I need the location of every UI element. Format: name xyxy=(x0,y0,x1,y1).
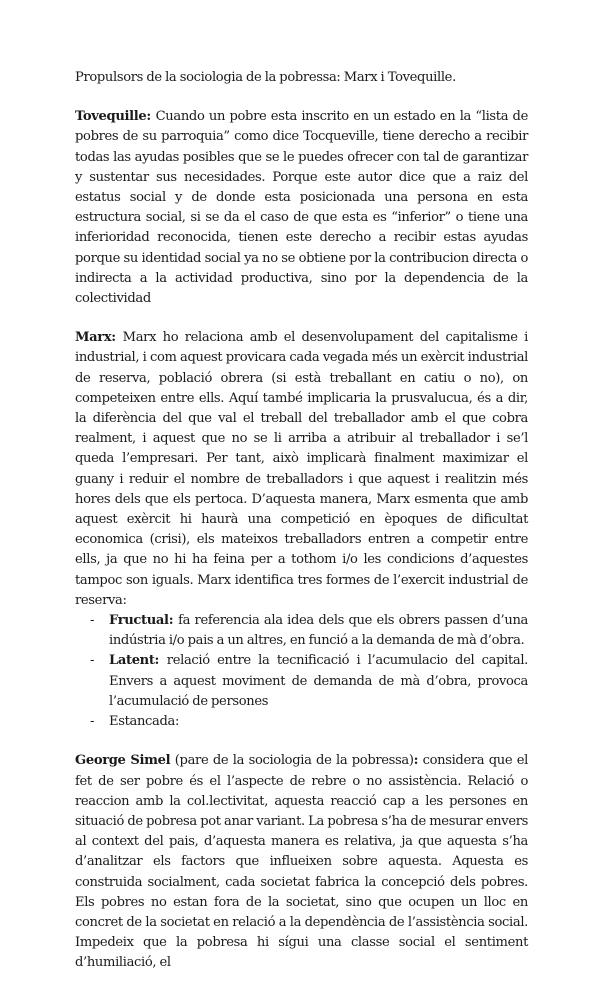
section-heading: George Simel xyxy=(75,753,171,769)
list-bullet: - xyxy=(90,653,95,669)
list-item xyxy=(75,611,528,651)
list-bullet: - xyxy=(90,714,95,730)
list-text: relació entre la tecnificació i l’acumulacio del capital. Envers a aquest moviment de demanda de mà d’obra, provoca l’acumulació de persones xyxy=(109,653,528,709)
list-text: fa referencia ala idea dels que els obrers passen d’una indústria i/o pais a un altres, en funció a la demanda de mà d’obra. xyxy=(109,613,528,649)
list-term: Fructual xyxy=(109,613,169,629)
subtitle-colon: : xyxy=(413,753,419,769)
section-marx xyxy=(75,328,528,611)
list-term-separator: : xyxy=(154,653,167,669)
list-text: Estancada: xyxy=(109,714,180,730)
list-item xyxy=(75,712,528,732)
section-subtitle: (pare de la sociologia de la pobressa) xyxy=(174,753,414,769)
section-body: Cuando un pobre esta inscrito en un estado en la “lista de pobres de su parroquia” como dice Tocqueville, tiene derecho a recibir todas las ayudas posibles que se le puedes ofrecer con tal de garantizar y sustentar sus necesidades. Porque este autor dice que a raiz del estatus social y de donde esta posicionada una persona en esta estructura social, si se da el caso de que esta es “inferior” o tiene una inferioridad reconocida, tienen este derecho a recibir estas ayudas porque su identidad social ya no se obtiene por la contribucion directa o indirecta a la actividad productiva, sino por la dependencia de la colectividad xyxy=(75,109,528,307)
document-page xyxy=(75,68,528,993)
section-heading: Marx xyxy=(75,330,112,346)
list-bullet: - xyxy=(90,613,95,629)
section-simel xyxy=(75,751,528,973)
section-body: Marx ho relaciona amb el desenvolupament del capitalisme i industrial, i com aquest provicara cada vegada més un exèrcit industrial de reserva, població obrera (si està treballant en catiu o no), on competeixen entre ells. Aquí també implicaria la prusvalucua, és a dir, la diferència del que val el treball del treballador amb el que cobra realment, i aquest que no se li arriba a atribuir al treballador i se’l queda l’empresari. Per tant, això implicarà finalment maximizar el guany i reduir el nombre de treballadors i que aquest i realitzin més hores dels que els pertoca. D’aquesta manera, Marx esmenta que amb aquest exèrcit hi haurà una competició en èpoques de dificultat economica (crisi), els mateixos treballadors entren a competir entre ells, ja que no hi ha feina per a tothom i/o les condicions d’aquestes tampoc son iguals. Marx identifica tres formes de l’exercit industrial de reserva: xyxy=(75,330,528,608)
heading-separator: : xyxy=(146,109,156,125)
list-term-separator: : xyxy=(168,613,179,629)
section-body: considera que el fet de ser pobre és el l’aspecte de rebre o no assistència. Relació o reaccion amb la col.lectivitat, aquesta reacció cap a les persones en situació de pobresa pot anar variant. La pobresa s’ha de mesurar envers al context del pais, d’aquesta manera es relativa, ja que aquesta s’ha d’analitzar els factors que influeixen sobre aquesta. Aquesta es construida socialment, cada societat fabrica la concepció dels pobres. Els pobres no estan fora de la societat, sino que ocupen un lloc en concret de la societat en relació a la dependència de l’assistència social. Impedeix que la pobresa hi sígui una classe social el sentiment d’humiliació, el xyxy=(75,753,528,971)
reserve-army-forms-list xyxy=(75,611,528,732)
heading-separator: : xyxy=(111,330,123,346)
section-tovequille xyxy=(75,107,528,309)
document-title: Propulsors de la sociologia de la pobressa: Marx i Tovequille. xyxy=(75,70,456,85)
section-heading: Tovequille xyxy=(75,109,147,125)
list-item xyxy=(75,651,528,712)
list-term: Latent xyxy=(109,653,155,669)
